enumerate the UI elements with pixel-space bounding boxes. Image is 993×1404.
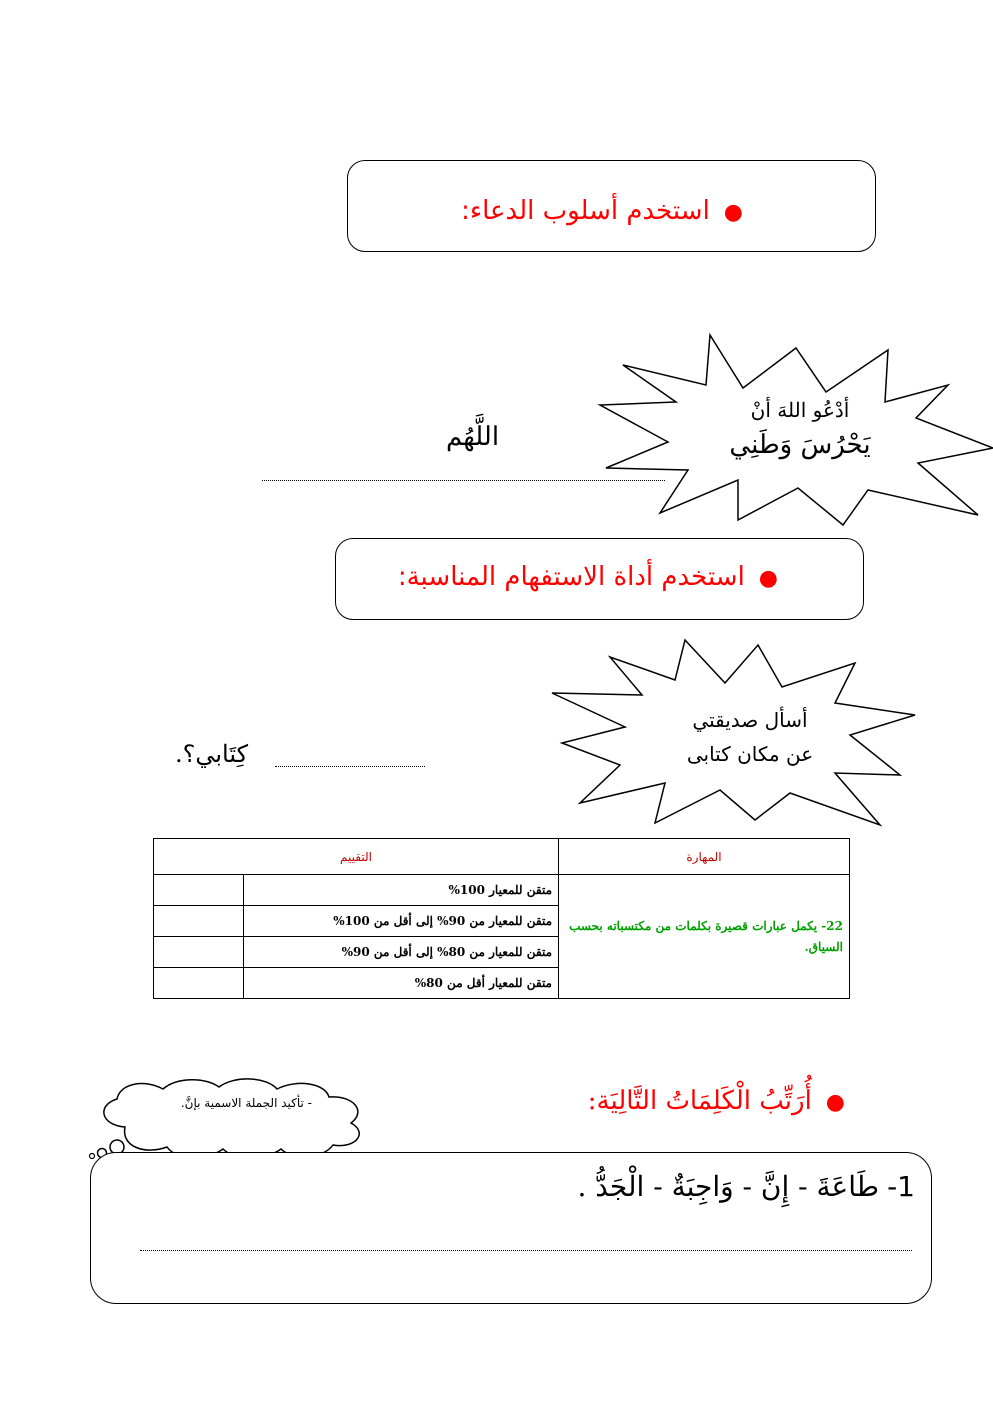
rubric-evaluation-header: التقييم bbox=[154, 839, 559, 875]
star-dua-line2: يَحْرُسَ وَطَنِي bbox=[729, 430, 871, 460]
instruction-dua-text: استخدم أسلوب الدعاء: bbox=[461, 196, 710, 226]
rubric-skill: 22- يكمل عبارات قصيرة بكلمات من مكتسباته بحسب السياق. bbox=[559, 875, 850, 999]
arrange-item-words: طَاعَةَ - إِنَّ - وَاجِبَةٌ - الْجَدُّ . bbox=[577, 1170, 880, 1203]
rubric-level: متقن للمعيار أقل من 80% bbox=[244, 968, 559, 999]
rubric-mark-cell[interactable] bbox=[154, 906, 244, 937]
rubric-table bbox=[153, 838, 850, 999]
bullet-icon: ● bbox=[723, 200, 743, 225]
instruction-arrange-text: أُرَتِّبُ الْكَلِمَاتُ التَّالِيَة: bbox=[587, 1086, 812, 1116]
rubric-level: متقن للمعيار من 90% إلى أقل من 100% bbox=[244, 906, 559, 937]
bullet-icon: ● bbox=[825, 1090, 845, 1115]
rubric-skill-header: المهارة bbox=[559, 839, 850, 875]
answer-line-question[interactable] bbox=[275, 766, 425, 767]
instruction-question-text: استخدم أداة الاستفهام المناسبة: bbox=[397, 562, 745, 592]
answer-end-question: كِتَابي؟. bbox=[175, 740, 249, 768]
instruction-arrange bbox=[588, 1086, 845, 1116]
rubric-level: متقن للمعيار 100% bbox=[244, 875, 559, 906]
star-dua-text bbox=[690, 395, 910, 465]
thought-cloud-text: - تأكيد الجملة الاسمية بإنَّ. bbox=[180, 1096, 312, 1110]
instruction-question bbox=[398, 562, 778, 592]
rubric-level: متقن للمعيار من 80% إلى أقل من 90% bbox=[244, 937, 559, 968]
star-question-text bbox=[640, 703, 860, 771]
arrange-item-1 bbox=[577, 1170, 915, 1203]
answer-line-arrange[interactable] bbox=[140, 1250, 912, 1251]
arrange-item-number: 1- bbox=[887, 1170, 915, 1203]
star-dua-line1: أدْعُو اللهَ أنْ bbox=[750, 398, 850, 422]
rubric-mark-cell[interactable] bbox=[154, 875, 244, 906]
star-question-line2: عن مكان كتابى bbox=[686, 742, 814, 766]
star-question-line1: أسأل صديقتي bbox=[692, 708, 808, 732]
answer-line-dua[interactable] bbox=[262, 480, 665, 481]
rubric-mark-cell[interactable] bbox=[154, 968, 244, 999]
instruction-dua bbox=[461, 196, 743, 226]
bullet-icon: ● bbox=[758, 566, 778, 591]
answer-start-dua: اللَّهُم bbox=[446, 422, 500, 452]
rubric-mark-cell[interactable] bbox=[154, 937, 244, 968]
